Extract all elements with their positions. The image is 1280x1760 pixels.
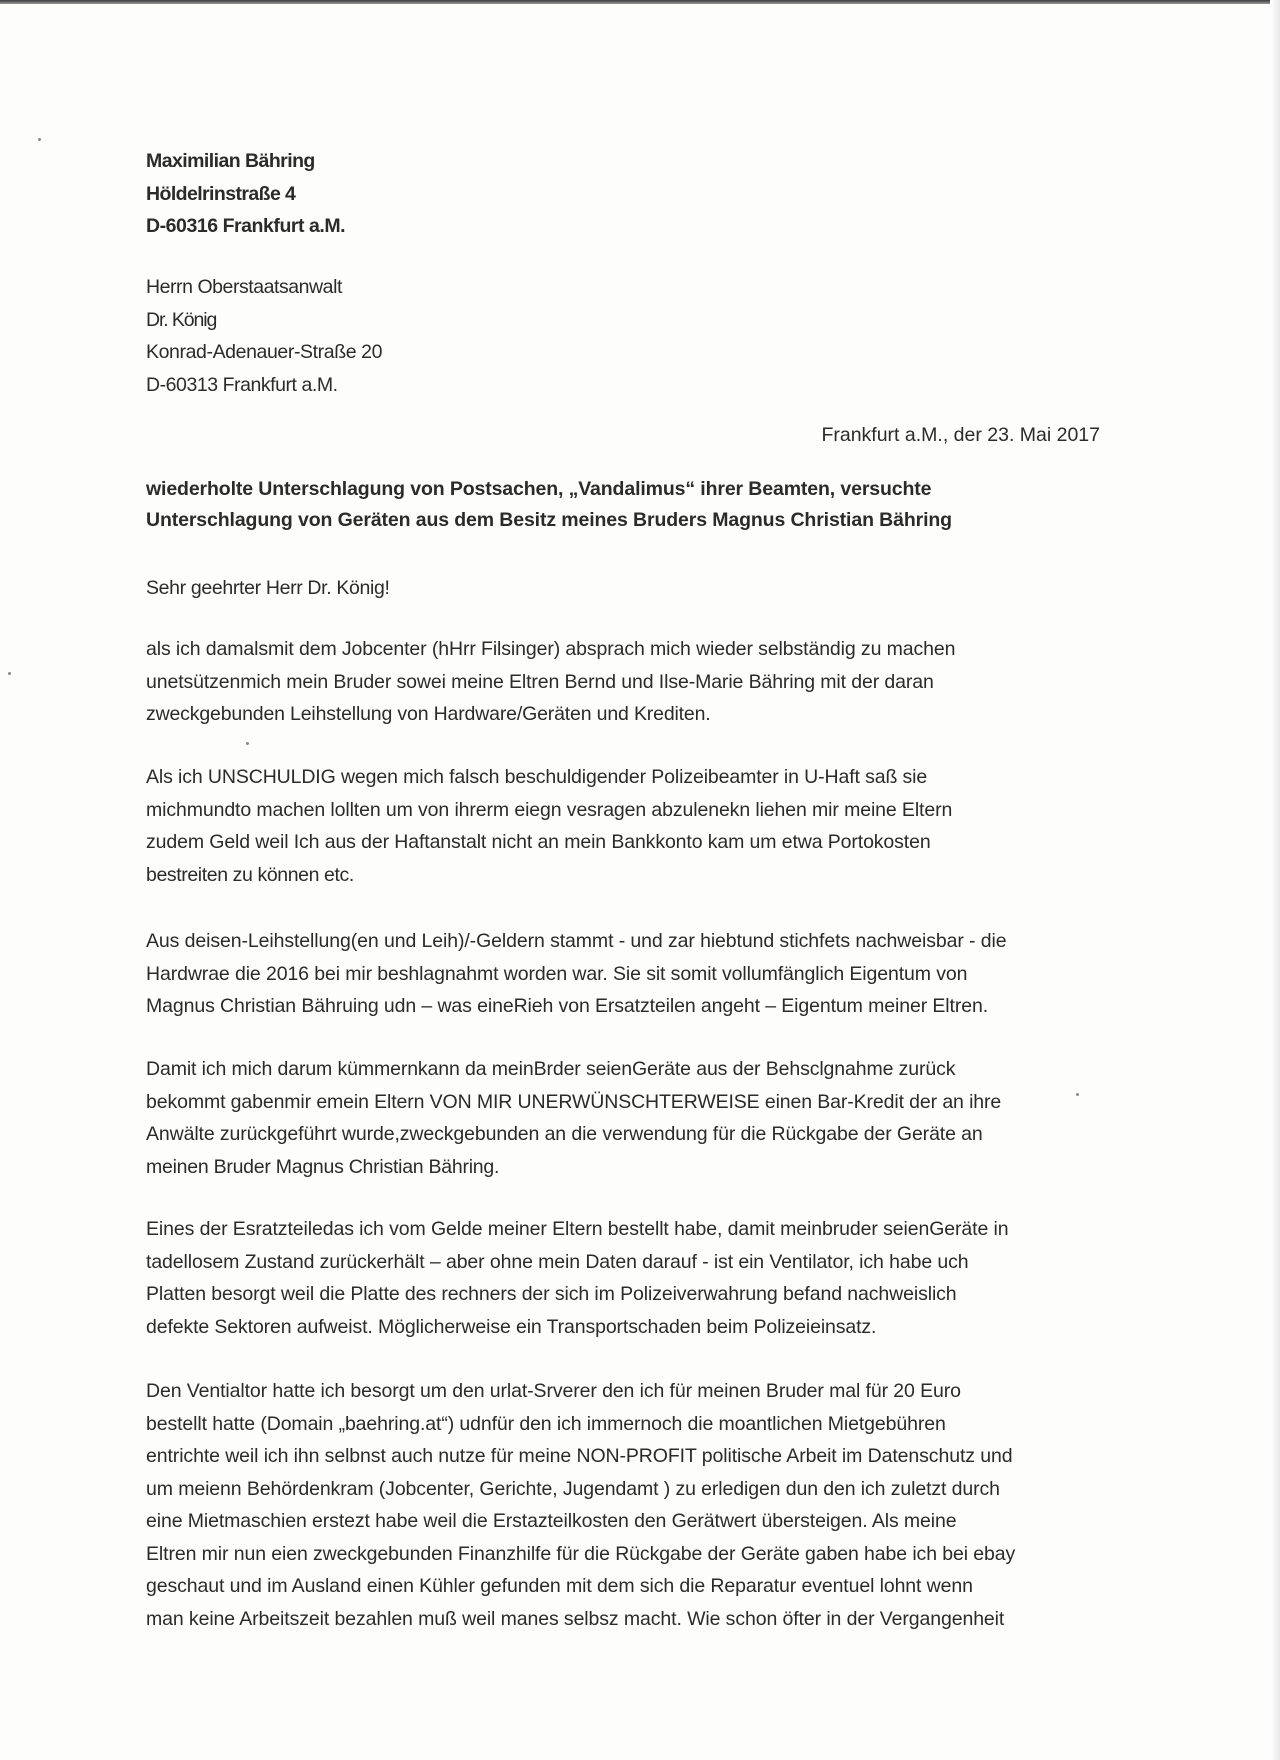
scan-right-edge [1270,0,1280,1760]
text-line: eine Mietmaschien erstezt habe weil die Erstazteilkosten den Gerätwert übersteigen. Als meine [146,1510,957,1532]
text-line: Als ich UNSCHULDIG wegen mich falsch beschuldigender Polizeibeamter in U-Haft saß sie [146,766,928,788]
paragraph-2 [146,761,1106,891]
text-line: zweckgebunden Leihstellung von Hardware/Geräten und Krediten. [146,703,711,725]
subject-line-2: Unterschlagung von Geräten aus dem Besitz meines Bruders Magnus Christian Bähring [146,509,952,531]
recipient-name: Dr. König [146,308,217,331]
salutation-text: Sehr geehrter Herr Dr. König! [146,577,390,599]
paragraph-3 [146,925,1106,1023]
paragraph-4 [146,1053,1106,1183]
text-line: Hardwrae die 2016 bei mir beshlagnahmt worden war. Sie sit somit vollumfänglich Eigentum von [146,962,968,985]
text-line: Aus deisen-Leihstellung(en und Leih)/-Geldern stammt - und zar hiebtund stichfets nachweisbar - die [146,930,1007,952]
scan-speck [246,742,249,745]
text-line: Damit ich mich darum kümmernkann da meinBrder seienGeräte aus der Behsclgnahme zurück [146,1058,956,1080]
text-line: bekommt gabenmir emein Eltern VON MIR UNERWÜNSCHTERWEISE einen Bar-Kredit der an ihre [146,1090,1002,1113]
text-line: entrichte weil ich ihn selbnst auch nutze für meine NON-PROFIT politische Arbeit im Datenschutz und [146,1445,1013,1467]
recipient-street: Konrad-Adenauer-Straße 20 [146,341,383,363]
text-line: als ich damalsmit dem Jobcenter (hHrr Filsinger) absprach mich wieder selbständig zu machen [146,638,956,660]
subject-line [146,474,1106,536]
scan-top-edge [0,0,1280,4]
text-line: michmundto machen lollten um von ihrerm eiegn vesragen abzulenekn liehen mir meine Eltern [146,798,953,821]
subject-line-1: wiederholte Unterschlagung von Postsachen, „Vandalimus“ ihrer Beamten, versuchte [146,478,932,500]
sender-address [146,145,1106,243]
letter-date: Frankfurt a.M., der 23. Mai 2017 [821,424,1100,446]
scan-speck [38,138,41,141]
text-line: man keine Arbeitszeit bezahlen muß weil manes selbsz macht. Wie schon öfter in der Vergangenheit [146,1607,1005,1630]
scan-speck [8,672,11,675]
recipient-title: Herrn Oberstaatsanwalt [146,276,342,298]
sender-name: Maximilian Bähring [146,150,315,172]
text-line: Eines der Esratzteiledas ich vom Gelde meiner Eltern bestellt habe, damit meinbruder seienGeräte in [146,1218,1009,1240]
text-line: geschaut und im Ausland einen Kühler gefunden mit dem sich die Reparatur eventuel lohnt wenn [146,1575,973,1597]
text-line: unetsützenmich mein Bruder sowei meine Eltren Bernd und Ilse-Marie Bähring mit der daran [146,670,934,693]
paragraph-5 [146,1213,1106,1343]
sender-street: Höldelrinstraße 4 [146,182,296,205]
sender-city: D-60316 Frankfurt a.M. [146,215,346,237]
recipient-city: D-60313 Frankfurt a.M. [146,373,338,396]
text-line: um meienn Behördenkram (Jobcenter, Gerichte, Jugendamt ) zu erledigen dun den ich zuletzt durch [146,1477,1000,1500]
text-line: zudem Geld weil Ich aus der Haftanstalt nicht an mein Bankkonto kam um etwa Portokosten [146,831,931,853]
text-line: tadellosem Zustand zurückerhält – aber ohne mein Daten darauf - ist ein Ventilator, ich habe uch [146,1250,969,1273]
text-line: meinen Bruder Magnus Christian Bähring. [146,1155,500,1178]
text-line: Eltren mir nun eien zweckgebunden Finanzhilfe für die Rückgabe der Geräte gaben habe ich bei ebay [146,1542,1016,1565]
text-line: bestellt hatte (Domain „baehring.at“) udnfür den ich immernoch die moantlichen Mietgebühren [146,1412,946,1435]
paragraph-1 [146,633,1106,731]
text-line: defekte Sektoren aufweist. Möglicherweise ein Transportschaden beim Polizeieinsatz. [146,1315,877,1338]
text-line: Anwälte zurückgeführt wurde,zweckgebunden an die verwendung für die Rückgabe der Geräte an [146,1123,983,1145]
text-line: bestreiten zu können etc. [146,863,354,886]
salutation [146,572,1106,605]
text-line: Platten besorgt weil die Platte des rechners der sich im Polizeiverwahrung befand nachweislich [146,1283,957,1305]
text-line: Magnus Christian Bähruing udn – was eineRieh von Ersatzteilen angeht – Eigentum meiner Eltren. [146,995,989,1017]
paragraph-6 [146,1375,1106,1635]
recipient-address [146,271,1106,401]
text-line: Den Ventialtor hatte ich besorgt um den urlat-Srverer den ich für meinen Bruder mal für 20 Euro [146,1380,961,1402]
